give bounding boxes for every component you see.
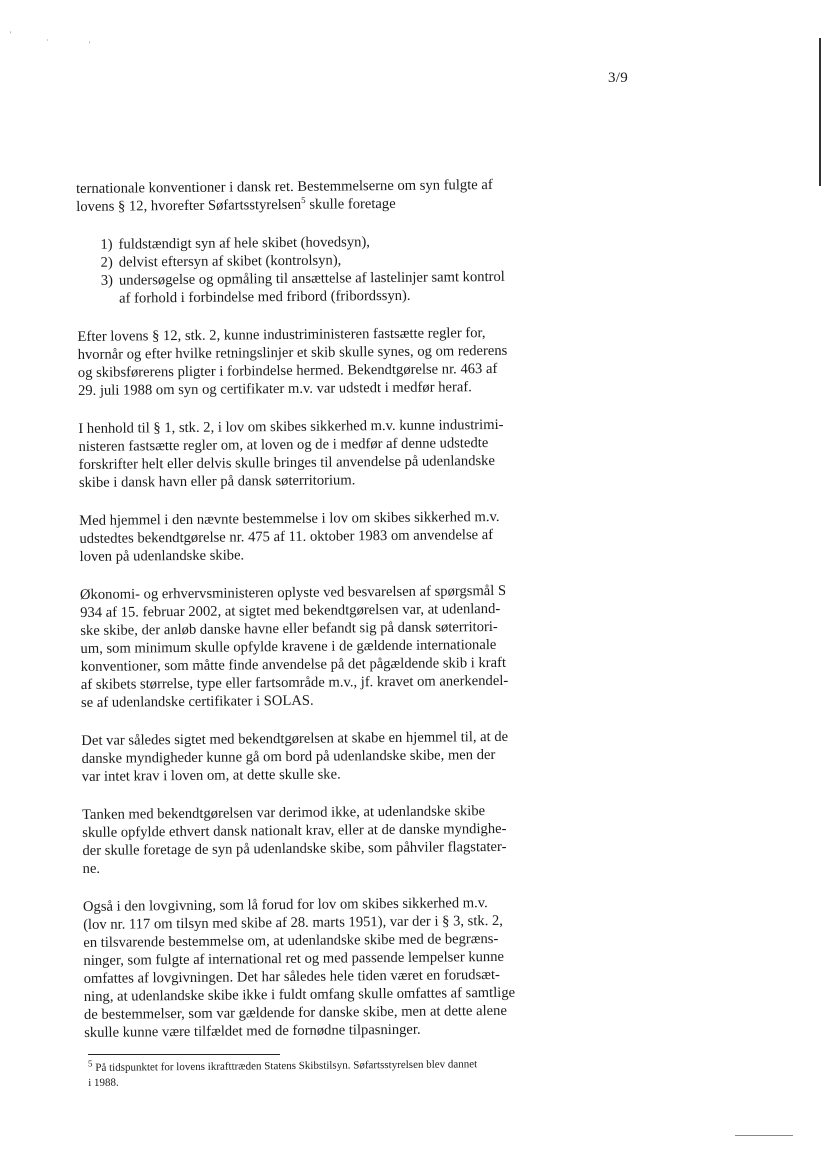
text-line: ninger, som fulgte af international ret og med passende lempelser kunne — [83, 948, 505, 969]
text-line: ne. — [82, 860, 101, 877]
body-paragraph — [78, 415, 565, 492]
footnote-line: i 1988. — [88, 1076, 119, 1089]
text-line: af skibets størrelse, type eller fartsområde m.v., jf. kravet om anerkendel- — [80, 672, 509, 693]
text-line: (lov nr. 117 om tilsyn med skibe af 28. marts 1951), var der i § 3, stk. 2, — [83, 912, 504, 933]
scan-speck: ' — [10, 30, 12, 39]
text-fragment: skulle foretage — [305, 195, 396, 213]
list-number: 1) — [100, 236, 113, 253]
text-line: Det var således sigtet med bekendtgørelsen at skabe en hjemmel til, at de — [81, 728, 509, 749]
list-item-text: af forhold i forbindelse med fribord (fribordssyn). — [119, 287, 411, 307]
body-paragraph — [79, 507, 565, 566]
text-line: Tanken med bekendtgørelsen var derimod ikke, at udenlandske skibe — [82, 803, 486, 823]
text-line: Økonomi- og erhvervsministeren oplyste ved besvarelsen af spørgsmål S — [79, 582, 507, 603]
list-item — [77, 267, 563, 308]
text-line: Også i den lovgivning, som lå forud for lov om skibes sikkerhed m.v. — [82, 895, 488, 915]
page-number: 3/9 — [608, 70, 629, 86]
footnote-text: På tidspunktet for lovens ikrafttræden Statens Skibstilsyn. Søfartsstyrelsen blev dannet — [92, 1058, 478, 1074]
scan-speck: · — [46, 36, 49, 45]
list-item-text: undersøgelse og opmåling til ansættelse af lastelinjer samt kontrol — [118, 268, 505, 289]
intro-paragraph — [76, 175, 562, 216]
text-line: danske myndigheder kunne gå om bord på udenlandske skibe, men der — [81, 747, 496, 767]
body-paragraph — [83, 893, 570, 1042]
text-line: se af udenlandske certifikater i SOLAS. — [80, 692, 314, 711]
text-line: de bestemmelser, som var gældende for danske skibe, men at dette alene — [83, 1002, 507, 1023]
footnote-reference: 5 — [301, 194, 306, 205]
text-line: skulle opfylde ethvert dansk nationalt krav, eller at de danske myndighe- — [82, 820, 507, 841]
text-line: Efter lovens § 12, stk. 2, kunne industriministeren fastsætte regler for, — [77, 325, 486, 345]
body-paragraph — [77, 323, 564, 400]
text-line: Med hjemmel i den nævnte bestemmelse i lov om skibes sikkerhed m.v. — [79, 508, 500, 529]
list-item-text: delvist eftersyn af skibet (kontrolsyn), — [118, 252, 342, 271]
text-line: ning, at udenlandske skibe ikke i fuldt omfang skulle omfattes af samtlige — [83, 984, 516, 1005]
list-item-text: fuldstændigt syn af hele skibet (hovedsyn), — [118, 234, 370, 253]
text-line: der skulle foretage de syn på udenlandske skibe, som påhviler flagstater- — [82, 838, 507, 859]
list-number: 3) — [100, 272, 114, 289]
body-paragraph — [81, 727, 567, 786]
scan-speck: ' — [89, 40, 91, 49]
text-line: og skibsførerens pligter i forbindelse hermed. Bekendtgørelse nr. 463 af — [77, 360, 498, 381]
text-line: en tilsvarende bestemmelse om, at udenlandske skibe med de begræns- — [83, 930, 499, 951]
text-line: ske skibe, der anløb danske havne eller befandt sig på dansk søterritori- — [80, 618, 498, 639]
text-line: konventioner, som måtte finde anvendelse på det pågældende skib i kraft — [80, 654, 507, 675]
paragraphs — [77, 323, 570, 1042]
text-line: skibe i dansk havn eller på dansk søterritorium. — [78, 472, 356, 491]
footnote-separator — [88, 1054, 280, 1055]
text-line: var intet krav i loven om, at dette skulle ske. — [81, 766, 341, 785]
text-line: 934 af 15. februar 2002, at sigtet med bekendtgørelsen var, at udenland- — [80, 600, 501, 621]
footnote — [88, 1056, 568, 1091]
text-line: loven på udenlandske skibe. — [79, 547, 245, 565]
scan-mark — [735, 1135, 793, 1136]
inspection-list — [77, 231, 564, 308]
text-fragment: lovens § 12, hvorefter Søfartsstyrelsen — [76, 196, 302, 215]
list-number: 2) — [100, 254, 113, 271]
footnote-marker: 5 — [87, 1058, 93, 1069]
text-line: nisteren fastsætte regler om, at loven og de i medfør af denne udstedte — [78, 435, 489, 455]
text-line: skulle kunne være tilfældet med de fornødne tilpasninger. — [84, 1021, 421, 1041]
text-line: forskrifter helt eller delvis skulle bringes til anvendelse på udenlandske — [78, 452, 495, 473]
text-line: um, som minimum skulle opfylde kravene i de gældende internationale — [80, 636, 497, 657]
text-line: omfattes af lovgivningen. Det har således hele tiden været en forudsæt- — [83, 966, 500, 987]
body-paragraph — [80, 581, 567, 712]
text-line: 29. juli 1988 om syn og certifikater m.v. var udstedt i medfør heraf. — [77, 379, 472, 399]
text-line: hvornår og efter hvilke retningslinjer et skib skulle synes, og om rederens — [77, 342, 508, 363]
text-line: I henhold til § 1, stk. 2, i lov om skibes sikkerhed m.v. kunne industrimi- — [78, 416, 504, 437]
text-line — [76, 193, 562, 216]
body-paragraph — [82, 801, 569, 878]
text-line: udstedtes bekendtgørelse nr. 475 af 11. oktober 1983 om anvendelse af — [79, 527, 494, 547]
text-line: ternationale konventioner i dansk ret. Bestemmelserne om syn fulgte af — [76, 177, 493, 197]
margin-rule — [819, 38, 821, 186]
document-body — [76, 175, 570, 1062]
